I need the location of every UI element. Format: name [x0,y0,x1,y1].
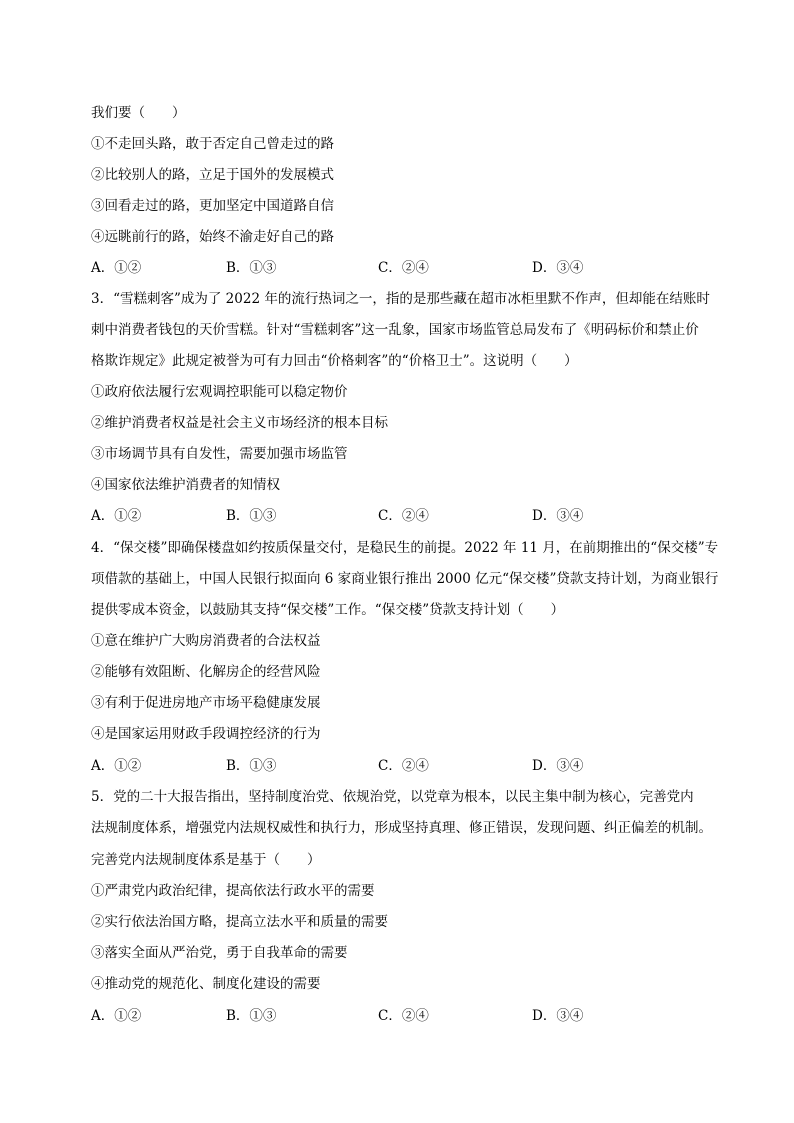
q5-option-c: C．②④ [378,1008,429,1024]
q4-stem-line-3: 提供零成本资金，以鼓励其支持“保交楼”工作。“保交楼”贷款支持计划（ ） [91,602,565,618]
q4-choice-3: ③有利于促进房地产市场平稳健康发展 [91,695,321,711]
q3-stem-line-3: 格欺诈规定》此规定被誉为可有力回击“价格刺客”的“价格卫士”。这说明（ ） [91,353,578,369]
q3-option-d: D．③④ [532,508,584,524]
q5-choice-3: ③落实全面从严治党，勇于自我革命的需要 [91,945,348,961]
choice-2: ②比较别人的路，立足于国外的发展模式 [91,167,334,183]
q3-option-a: A．①② [91,508,142,524]
q4-option-c: C．②④ [378,758,429,774]
q3-choice-2: ②维护消费者权益是社会主义市场经济的根本目标 [91,415,388,431]
q5-choice-4: ④推动党的规范化、制度化建设的需要 [91,976,321,992]
q3-option-c: C．②④ [378,508,429,524]
q3-stem-line-1: 3．“雪糕刺客”成为了 2022 年的流行热词之一，指的是那些藏在超市冰柜里默不作声，但却能在结账时 [91,291,710,307]
q5-choice-2: ②实行依法治国方略，提高立法水平和质量的需要 [91,914,388,930]
q5-option-d: D．③④ [532,1008,584,1024]
q5-stem-line-1: 5．党的二十大报告指出，坚持制度治党、依规治党，以党章为根本，以民主集中制为核心，完善党内 [91,789,694,805]
option-a: A．①② [91,260,142,276]
choice-3: ③回看走过的路，更加坚定中国道路自信 [91,198,334,214]
q4-option-b: B．①③ [226,758,277,774]
option-b: B．①③ [226,260,277,276]
q4-stem-line-1: 4．“保交楼”即确保楼盘如约按质保量交付，是稳民生的前提。2022 年 11 月，在前期推出的“保交楼”专 [91,540,719,556]
q4-stem-line-2: 项借款的基础上，中国人民银行拟面向 6 家商业银行推出 2000 亿元“保交楼”贷款支持计划，为商业银行 [91,571,719,587]
q3-choice-1: ①政府依法履行宏观调控职能可以稳定物价 [91,384,348,400]
q5-choice-1: ①严肃党内政治纪律，提高依法行政水平的需要 [91,883,375,899]
q4-choice-1: ①意在维护广大购房消费者的合法权益 [91,633,321,649]
q3-choice-4: ④国家依法维护消费者的知情权 [91,477,280,493]
q5-option-a: A．①② [91,1008,142,1024]
q3-choice-3: ③市场调节具有自发性，需要加强市场监管 [91,446,348,462]
choice-4: ④远眺前行的路，始终不渝走好自己的路 [91,229,334,245]
option-d: D．③④ [532,260,584,276]
q3-option-b: B．①③ [226,508,277,524]
question-continuation-stem: 我们要（ ） [91,105,186,121]
q5-stem-line-2: 法规制度体系，增强党内法规权威性和执行力，形成坚持真理、修正错误，发现问题、纠正偏差的机制。 [91,820,712,836]
q3-stem-line-2: 刺中消费者钱包的天价雪糕。针对“雪糕刺客”这一乱象，国家市场监管总局发布了《明码标价和禁止价 [91,322,699,338]
q5-stem-line-3: 完善党内法规制度体系是基于（ ） [91,852,321,868]
option-c: C．②④ [378,260,429,276]
q4-choice-4: ④是国家运用财政手段调控经济的行为 [91,726,321,742]
choice-1: ①不走回头路，敢于否定自己曾走过的路 [91,136,334,152]
q5-option-b: B．①③ [226,1008,277,1024]
q4-choice-2: ②能够有效阻断、化解房企的经营风险 [91,664,321,680]
q4-option-d: D．③④ [532,758,584,774]
q4-option-a: A．①② [91,758,142,774]
